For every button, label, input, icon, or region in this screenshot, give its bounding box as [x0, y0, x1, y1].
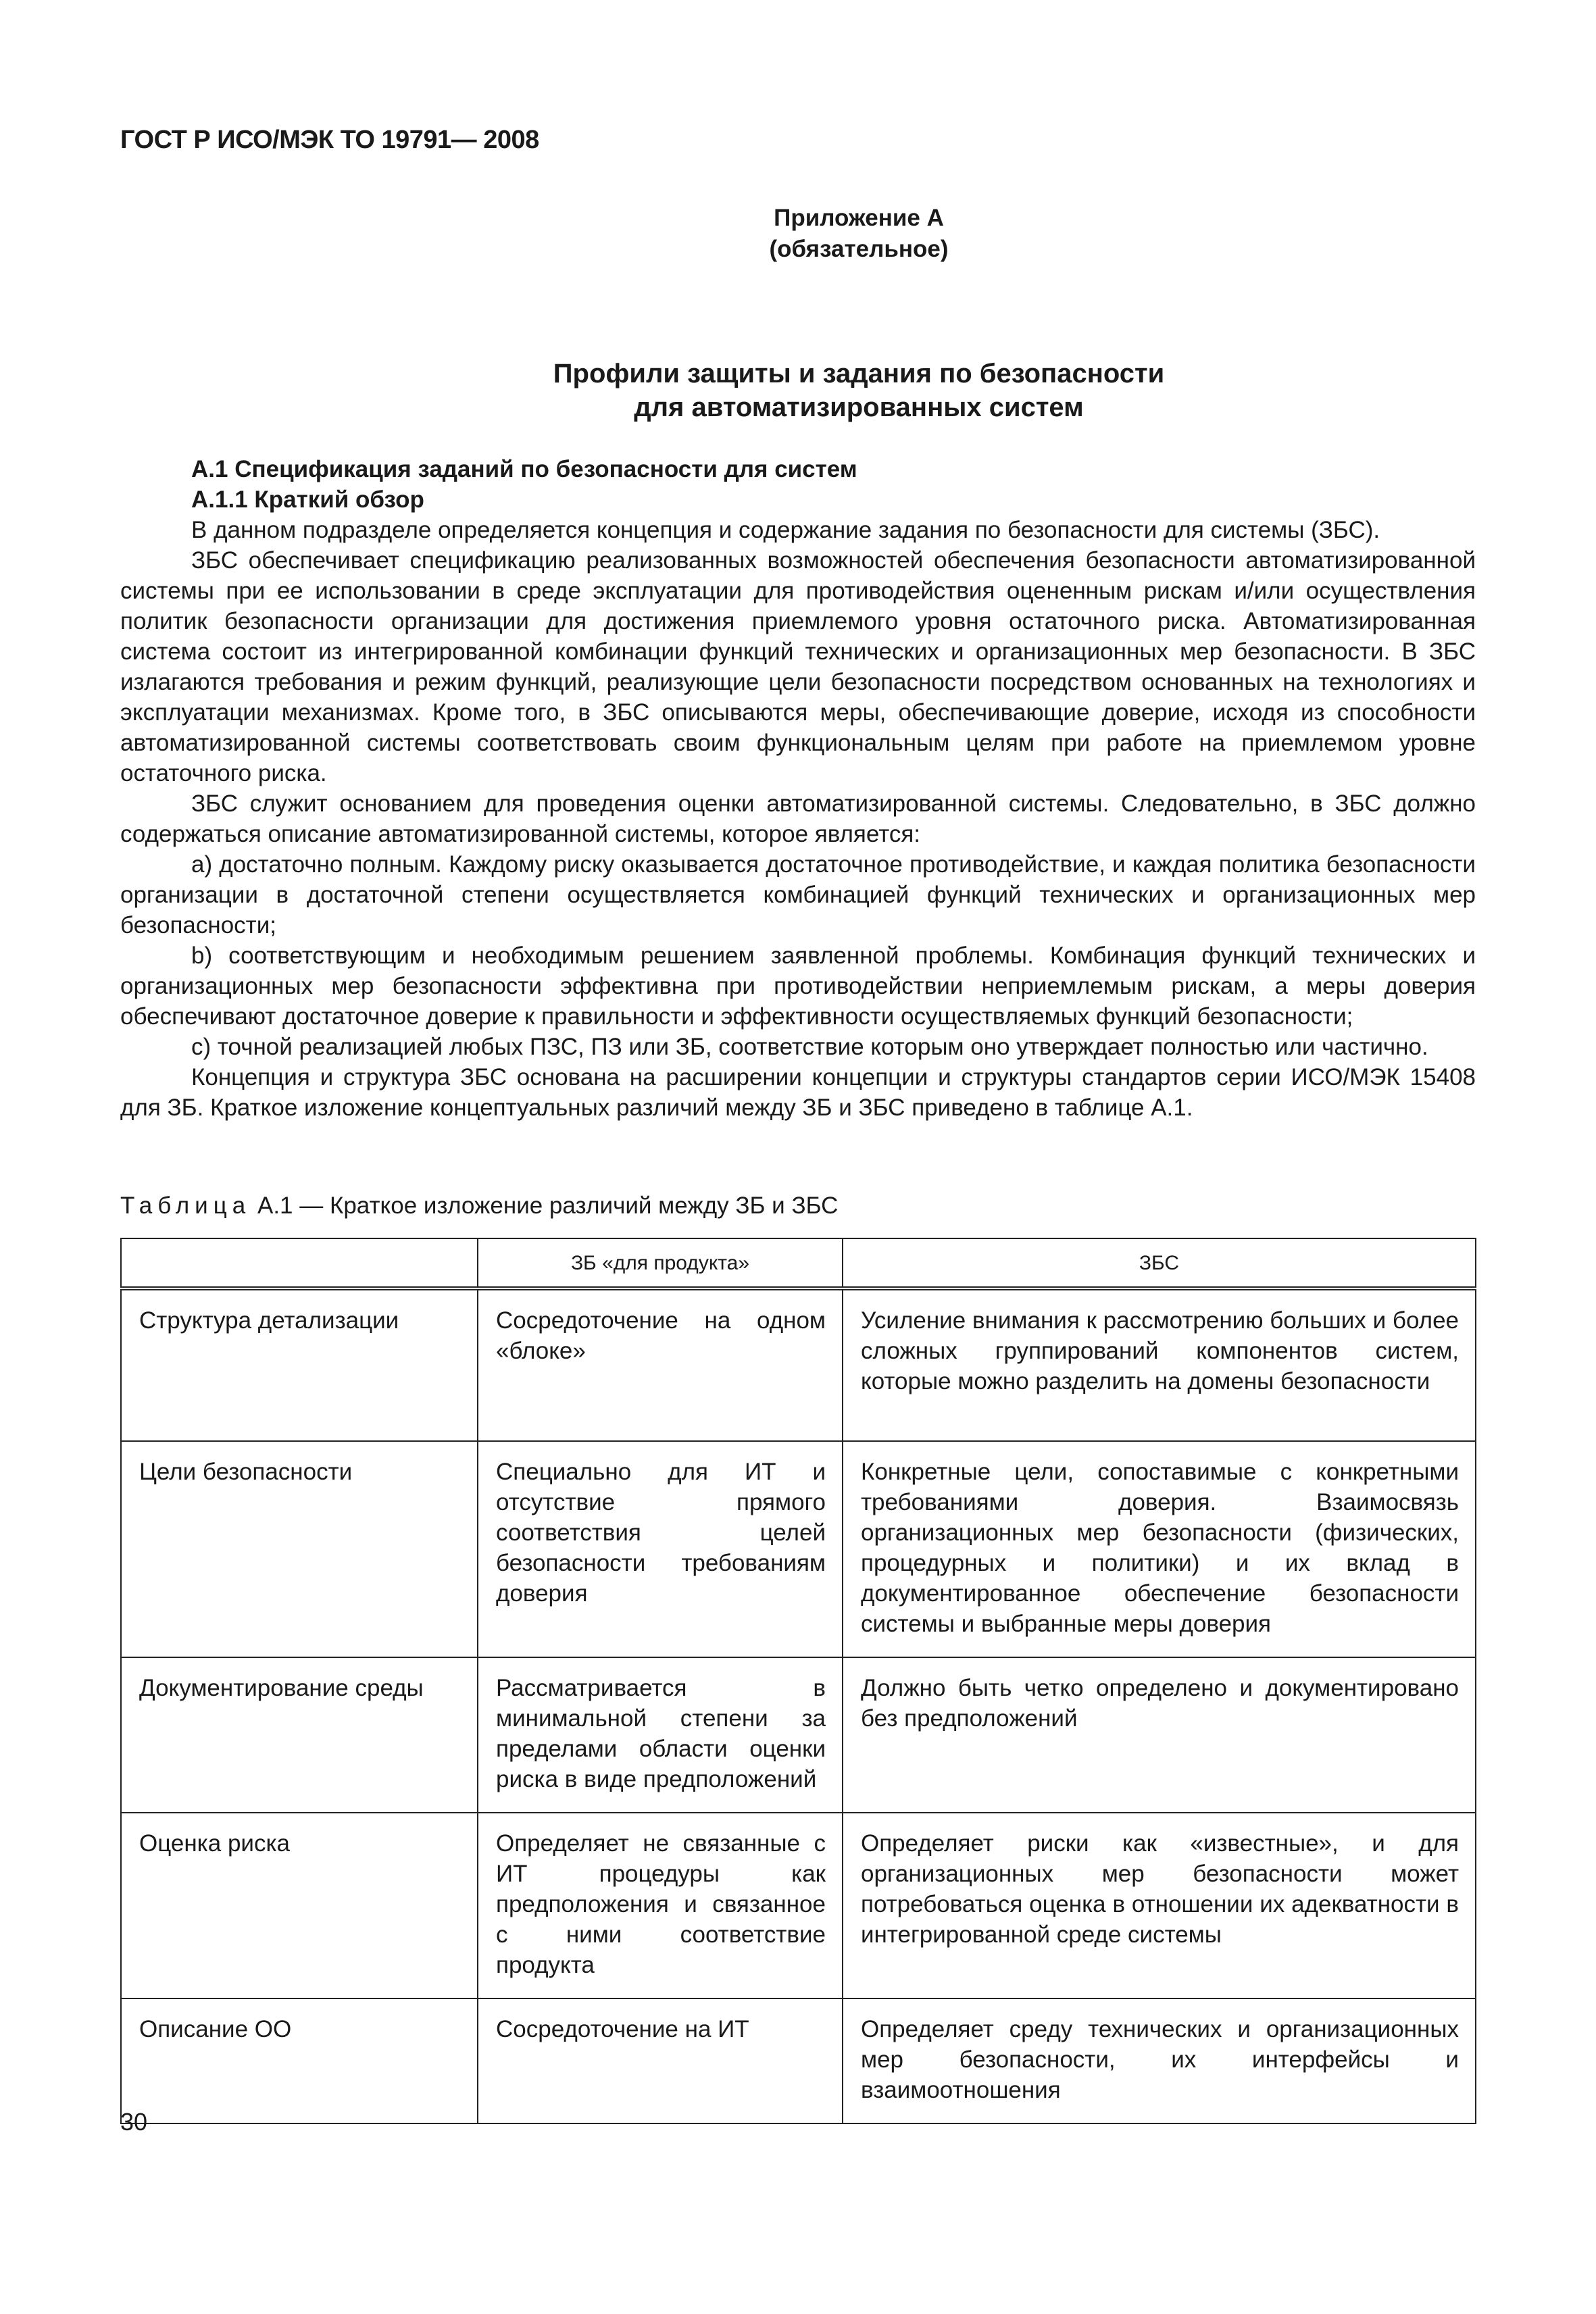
table-cell: Структура детализации [121, 1288, 478, 1441]
annex-title: Приложение А [774, 205, 944, 231]
table-cell: Специально для ИТ и отсутствие прямого соответствия целей безопасности требованиям доверия [478, 1441, 843, 1657]
table-cell: Документирование среды [121, 1657, 478, 1813]
table-caption-text: А.1 — Краткое изложение различий между ЗБ и ЗБС [257, 1192, 839, 1219]
table-cell: Определяет среду технических и организационных мер безопасности, их интерфейсы и взаимоотношения [843, 1998, 1476, 2123]
paragraph: ЗБС служит основанием для проведения оценки автоматизированной системы. Следовательно, в ЗБС должно содержаться описание автоматизированной системы, которое является: [120, 790, 1476, 847]
body-text [120, 454, 1476, 1123]
table-row [121, 1813, 1476, 1998]
table-cell: Усиление внимания к рассмотрению больших и более сложных группирований компонентов систем, которые можно разделить на домены безопасности [843, 1288, 1476, 1441]
column-header: ЗБ «для продукта» [478, 1238, 843, 1288]
table-cell: Должно быть четко определено и документировано без предположений [843, 1657, 1476, 1813]
annex-heading [0, 203, 1596, 265]
table-row [121, 1657, 1476, 1813]
table-row [121, 1288, 1476, 1441]
list-item-a: а) достаточно полным. Каждому риску оказывается достаточное противодействие, и каждая политика безопасности организации в достаточной степени осуществляется комбинацией функций технических и организационных мер безопасности; [120, 851, 1476, 938]
table-header-row [121, 1238, 1476, 1288]
column-header: ЗБС [843, 1238, 1476, 1288]
section-title-line-2: для автоматизированных систем [634, 393, 1084, 422]
table-cell: Описание ОО [121, 1998, 478, 2123]
paragraph: ЗБС обеспечивает спецификацию реализованных возможностей обеспечения безопасности автоматизированной системы при ее использовании в среде эксплуатации для противодействия оцененным рискам и/или осуществления политик безопасности организации для достижения приемлемого уровня остаточного риска. Автоматизированная система состоит из интегрированной комбинации функций технических и организационных мер безопасности. В ЗБС излагаются требования и режим функций, реализующие цели безопасности посредством основанных на технологиях и эксплуатации механизмах. Кроме того, в ЗБС описываются меры, обеспечивающие доверие, исходя из способности автоматизированной системы соответствовать своим функциональным целям при работе на приемлемом уровне остаточного риска. [120, 547, 1476, 786]
table-caption [120, 1190, 838, 1221]
table-cell: Определяет риски как «известные», и для организационных мер безопасности может потребоваться оценка в отношении их адекватности в интегрированной среде системы [843, 1813, 1476, 1998]
page-number: 30 [120, 2108, 148, 2136]
table-cell: Цели безопасности [121, 1441, 478, 1657]
column-header [121, 1238, 478, 1288]
table-cell: Рассматривается в минимальной степени за пределами области оценки риска в виде предположений [478, 1657, 843, 1813]
list-item-b: b) соответствующим и необходимым решением заявленной проблемы. Комбинация функций технических и организационных мер безопасности эффективна при противодействии неприемлемым рискам, а меры доверия обеспечивают достаточное доверие к правильности и эффективности осуществляемых функций безопасности; [120, 942, 1476, 1030]
document-header: ГОСТ Р ИСО/МЭК ТО 19791— 2008 [120, 126, 539, 154]
list-item-c: с) точной реализацией любых ПЗС, ПЗ или ЗБ, соответствие которым оно утверждает полностью или частично. [191, 1034, 1428, 1060]
heading-a11: А.1.1 Краткий обзор [191, 486, 424, 513]
heading-a1: А.1 Спецификация заданий по безопасности для систем [191, 456, 857, 482]
annex-status: (обязательное) [769, 236, 949, 262]
table-cell: Конкретные цели, сопоставимые с конкретными требованиями доверия. Взаимосвязь организационных мер безопасности (физических, процедурных и политики) и их вклад в документированное обеспечение безопасности системы и выбранные меры доверия [843, 1441, 1476, 1657]
table-cell: Определяет не связанные с ИТ процедуры как предположения и связанное с ними соответствие продукта [478, 1813, 843, 1998]
table-row [121, 1441, 1476, 1657]
section-title [0, 357, 1596, 424]
paragraph: В данном подразделе определяется концепция и содержание задания по безопасности для системы (ЗБС). [191, 517, 1380, 543]
table-cell: Сосредоточение на одном «блоке» [478, 1288, 843, 1441]
table-cell: Сосредоточение на ИТ [478, 1998, 843, 2123]
comparison-table [120, 1238, 1476, 2124]
table-caption-label: Таблица [120, 1192, 251, 1219]
paragraph: Концепция и структура ЗБС основана на расширении концепции и структуры стандартов серии ИСО/МЭК 15408 для ЗБ. Краткое изложение концептуальных различий между ЗБ и ЗБС приведено в таблице А.1. [120, 1064, 1476, 1121]
table-row [121, 1998, 1476, 2123]
table-cell: Оценка риска [121, 1813, 478, 1998]
section-title-line-1: Профили защиты и задания по безопасности [553, 359, 1165, 388]
